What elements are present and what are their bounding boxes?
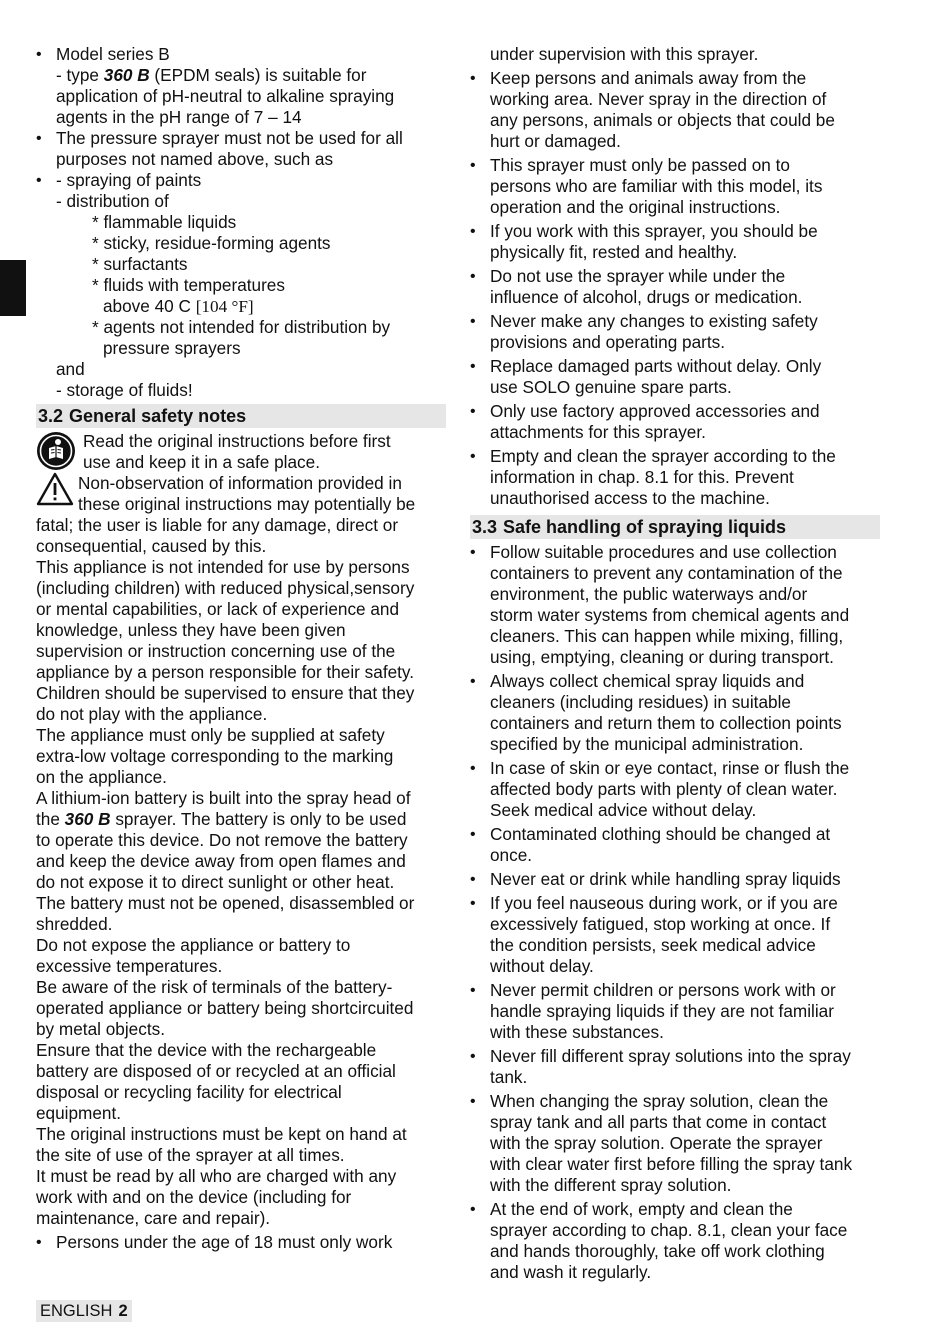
text-line: • Never eat or drink while handling spray liquids [490,869,841,889]
type-prefix: - type [56,65,104,85]
warning-line-2: these original instructions may potentially be [78,494,416,514]
voltage-paragraph [36,725,446,788]
text-line: The appliance must only be supplied at safety [36,725,385,745]
text-line: • Contaminated clothing should be changed at [490,824,831,844]
text-line: Ensure that the device with the rechargeable [36,1040,377,1060]
text-line: provisions and operating parts. [490,332,726,352]
right-column [470,44,880,1283]
left-column [36,44,446,1253]
text-line: • At the end of work, empty and clean the [490,1199,793,1219]
list-item: * sticky, residue-forming agents [92,233,331,253]
text-line: information in chap. 8.1 for this. Prevent [490,467,794,487]
section-title: General safety notes [69,406,247,426]
list-item [470,221,880,263]
list-item [470,824,880,866]
list-item: * surfactants [92,254,188,274]
page-number: 2 [118,1302,128,1320]
not-used-item [36,128,446,170]
text-line: cleaners. This can happen while mixing, filling, [490,626,844,646]
text-line: supervision or instruction concerning use of the [36,641,396,661]
text-line: with these substances. [490,1022,664,1042]
text-line: • Replace damaged parts without delay. Only [490,356,822,376]
text-line: operated appliance or battery being shortcircuited [36,998,414,1018]
text-line: disposal or recycling facility for electrical [36,1082,342,1102]
list-item [470,1091,880,1196]
text-line: once. [490,845,533,865]
model-series-title: • Model series B [56,44,170,64]
text-line: operation and the original instructions. [490,197,781,217]
model-name: 360 B [64,809,111,829]
text-line: do not expose it to direct sunlight or other heat. [36,872,395,892]
storage-text: - storage of fluids! [56,380,193,400]
read-manual-icon [36,431,76,476]
list-item [470,980,880,1043]
read-line-2: use and keep it in a safe place. [83,452,320,472]
text-line: cleaners (including residues) in suitable [490,692,791,712]
paints-text: • - spraying of paints [56,170,202,190]
list-item: * fluids with temperatures [92,275,285,295]
text-line: the condition persists, seek medical advice [490,935,816,955]
safety-bullet-list [470,68,880,509]
text-line: Be aware of the risk of terminals of the battery- [36,977,393,997]
text-line: • If you feel nauseous during work, or if you are [490,893,838,913]
battery-text-c: sprayer. The battery is only to be used [110,809,407,829]
text-line: by metal objects. [36,1019,165,1039]
list-item [470,758,880,821]
text-line: • Do not use the sprayer while under the [490,266,786,286]
text-line: battery are disposed of or recycled at an official [36,1061,396,1081]
text-line: on the appliance. [36,767,167,787]
text-line: affected body parts with plenty of clean water. [490,779,838,799]
text-line: excessively fatigued, stop working at once. If [490,914,831,934]
text-line: physically fit, rested and healthy. [490,242,738,262]
text-line: The original instructions must be kept on hand at [36,1124,407,1144]
section-number: 3.2 [38,406,64,426]
list-item [470,671,880,755]
warning-line-1: Non-observation of information provided in [78,473,402,493]
text-line: • When changing the spray solution, clean the [490,1091,829,1111]
read-line-1: Read the original instructions before first [83,431,391,451]
text-line: the site of use of the sprayer at all times. [36,1145,345,1165]
warning-note [36,473,446,557]
persons-paragraph [36,557,446,725]
text-line: • If you work with this sprayer, you should be [490,221,818,241]
distribution-text: - distribution of [56,191,169,211]
temperature-fahrenheit: [104 °F] [195,297,254,316]
section-number: 3.3 [472,517,498,537]
list-item [470,542,880,668]
text-line: knowledge, unless they have been given [36,620,346,640]
warning-line-3: fatal; the user is liable for any damage, direct or [36,515,399,535]
list-item [470,446,880,509]
text-line: specified by the municipal administration. [490,734,804,754]
text-line: It must be read by all who are charged with any [36,1166,397,1186]
and-text: and [56,359,85,379]
list-item [470,1046,880,1088]
section-title: Safe handling of spraying liquids [503,517,787,537]
list-item [470,869,880,890]
paints-item [36,170,446,191]
text-line: to operate this device. Do not remove the battery [36,830,408,850]
text-line: and hands thoroughly, take off work clothing [490,1241,825,1261]
text-line: storm water systems from chemical agents and [490,605,850,625]
text-line: hurt or damaged. [490,131,621,151]
temperature-celsius: above 40 C [103,296,196,316]
under-18-item [36,1232,446,1253]
text-line: • Only use factory approved accessories and [490,401,820,421]
text-line: • Persons under the age of 18 must only work [56,1232,393,1252]
text-line: Children should be supervised to ensure that they [36,683,415,703]
text-line: excessive temperatures. [36,956,223,976]
battery-text-a: the [36,809,65,829]
text-line: appliance by a person responsible for their safety. [36,662,415,682]
text-line: equipment. [36,1103,122,1123]
text-line: • This sprayer must only be passed on to [490,155,790,175]
text-line: do not play with the appliance. [36,704,268,724]
model-name: 360 B [103,65,150,85]
text-line: using, emptying, cleaning or during transport. [490,647,834,667]
text-line: with the different spray solution. [490,1175,732,1195]
text-line: A lithium-ion battery is built into the spray head of [36,788,411,808]
text-line: with the spray solution. Operate the sprayer [490,1133,823,1153]
text-line: unauthorised access to the machine. [490,488,770,508]
text-line: Seek medical advice without delay. [490,800,757,820]
text-line: attachments for this sprayer. [490,422,706,442]
list-item [470,155,880,218]
text-line: handle spraying liquids if they are not familiar [490,1001,834,1021]
text-line: use SOLO genuine spare parts. [490,377,732,397]
list-item-cont: pressure sprayers [103,338,241,358]
type-text: (EPDM seals) is suitable for [149,65,367,85]
text-line: or mental capabilities, or lack of experience and [36,599,400,619]
list-item [470,356,880,398]
text-line: • Never make any changes to existing safety [490,311,818,331]
battery-paragraph [36,788,446,1229]
text-line: influence of alcohol, drugs or medication. [490,287,803,307]
text-line: persons who are familiar with this model, its [490,176,823,196]
text-line: work with and on the device (including for [36,1187,352,1207]
text-line: working area. Never spray in the direction of [490,89,827,109]
text-line: and wash it regularly. [490,1262,652,1282]
list-item [470,1199,880,1283]
type-text-2: application of pH-neutral to alkaline spraying [56,86,395,106]
type-text-3: agents in the pH range of 7 – 14 [56,107,302,127]
text-line: tank. [490,1067,528,1087]
text-line: maintenance, care and repair). [36,1208,271,1228]
text-line [36,809,446,830]
text-line: containers and return them to collection points [490,713,842,733]
text-line: This appliance is not intended for use by persons [36,557,410,577]
text-line: • Never fill different spray solutions into the spray [490,1046,851,1066]
text-line: • In case of skin or eye contact, rinse or flush the [490,758,850,778]
text-line: environment, the public waterways and/or [490,584,808,604]
list-item [470,401,880,443]
text-line: and keep the device away from open flames and [36,851,406,871]
list-item: * flammable liquids [92,212,237,232]
list-item [470,266,880,308]
warning-triangle-icon [36,472,74,511]
continued-text: under supervision with this sprayer. [490,44,759,64]
text-line: with clear water first before filling the spray tank [490,1154,853,1174]
text-line: • Always collect chemical spray liquids and [490,671,805,691]
page-footer [36,1300,132,1322]
list-item [470,68,880,152]
text-line: containers to prevent any contamination of the [490,563,843,583]
text-line: any persons, animals or objects that could be [490,110,835,130]
section-side-tab [0,260,26,316]
not-used-line-2: purposes not named above, such as [56,149,334,169]
text-line: • Follow suitable procedures and use collection [490,542,837,562]
model-type-line [56,65,446,86]
section-heading-3-3 [470,515,880,539]
text-line: The battery must not be opened, disassembled or [36,893,415,913]
text-line: Do not expose the appliance or battery to [36,935,351,955]
read-instructions-note [36,431,446,473]
text-line: sprayer according to chap. 8.1, clean your face [490,1220,848,1240]
text-line: spray tank and all parts that come in contact [490,1112,827,1132]
list-item [470,311,880,353]
warning-line-4: consequential, caused by this. [36,536,267,556]
text-line: • Never permit children or persons work with or [490,980,836,1000]
not-used-line-1: • The pressure sprayer must not be used for all [56,128,403,148]
list-item: * agents not intended for distribution by [92,317,391,337]
text-line: shredded. [36,914,113,934]
spraying-liquids-bullet-list [470,542,880,1283]
section-heading-3-2 [36,404,446,428]
footer-language: ENGLISH [40,1302,113,1320]
temperature-line [36,296,446,317]
text-line: • Empty and clean the sprayer according to the [490,446,836,466]
text-line: extra-low voltage corresponding to the marking [36,746,394,766]
text-line: • Keep persons and animals away from the [490,68,807,88]
list-item [470,893,880,977]
text-line: without delay. [490,956,594,976]
text-line: (including children) with reduced physical,sensory [36,578,415,598]
model-series-b-item [36,44,446,128]
